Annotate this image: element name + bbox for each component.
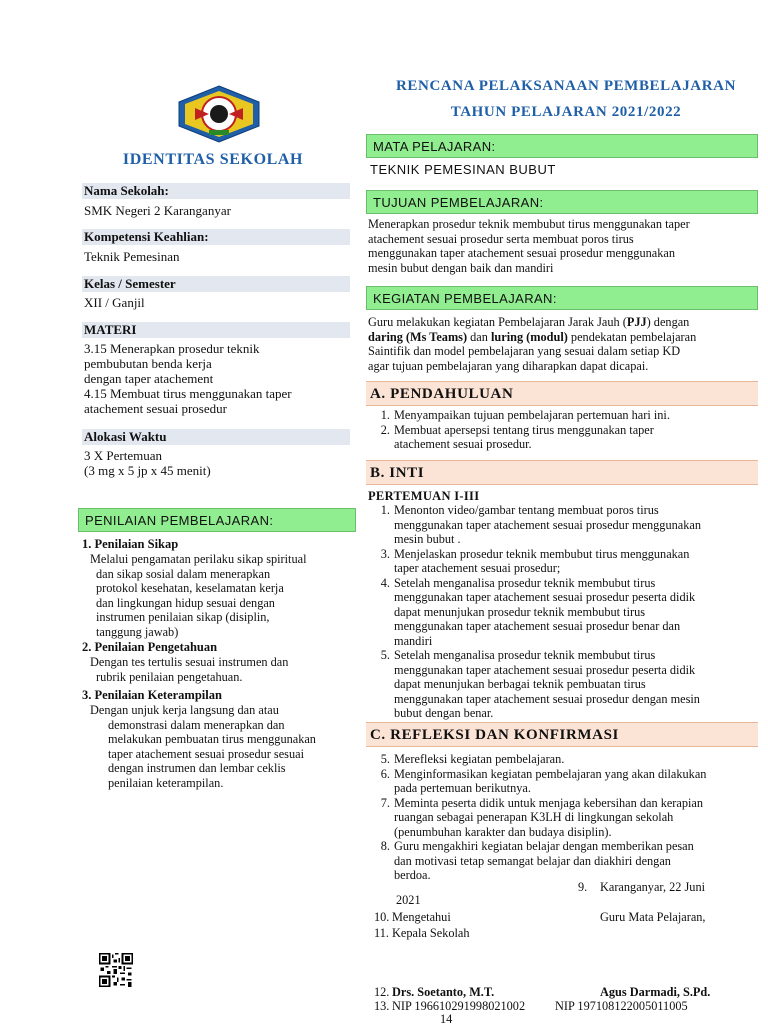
item-line: Setelah menganalisa prosedur teknik membubut tirus bbox=[394, 575, 656, 590]
item-number: 1. bbox=[380, 408, 390, 422]
item-number: 5. bbox=[380, 648, 390, 662]
item-line: menggunakan taper atachement sesuai prosedur benar dan bbox=[394, 619, 681, 633]
identity-title: IDENTITAS SEKOLAH bbox=[122, 151, 304, 168]
item-line: mesin bubut . bbox=[394, 532, 461, 546]
tujuan-header: TUJUAN PEMBELAJARAN: bbox=[366, 190, 758, 214]
mengetahui-number: 10. bbox=[374, 910, 390, 924]
competency-value: Teknik Pemesinan bbox=[84, 249, 180, 264]
penilaian-section bbox=[82, 640, 354, 684]
place-date: Karanganyar, 22 Juni bbox=[600, 880, 706, 894]
kegiatan-text-span: Guru melakukan kegiatan Pembelajaran Jarak Jauh ( bbox=[368, 315, 627, 329]
tujuan-line: atachement sesuai prosedur serta membuat poros tirus bbox=[368, 231, 634, 246]
pendahuluan-list bbox=[372, 408, 756, 452]
competency-label: Kompetensi Keahlian: bbox=[82, 229, 350, 245]
item-line: dan motivasi tetap semangat belajar dan diakhiri dengan bbox=[394, 853, 671, 868]
place-number: 9. bbox=[578, 880, 588, 894]
penilaian-line: demonstrasi dalam menerapkan dan bbox=[108, 717, 285, 732]
nip-number: 13. bbox=[374, 999, 390, 1013]
refleksi-header: C. REFLEKSI DAN KONFIRMASI bbox=[366, 722, 758, 747]
item-line: Meminta peserta didik untuk menjaga kebersihan dan kerapian bbox=[394, 795, 704, 810]
materi-value bbox=[84, 341, 354, 416]
qr-code-icon bbox=[99, 953, 133, 987]
kegiatan-line bbox=[368, 330, 756, 345]
kegiatan-line bbox=[368, 315, 756, 330]
tujuan-text bbox=[368, 217, 756, 275]
school-logo-icon bbox=[175, 84, 263, 144]
school-name-label: Nama Sekolah: bbox=[82, 183, 350, 199]
kegiatan-line: Saintifik dan model pembelajaran yang sesuai dalam setiap KD bbox=[368, 344, 681, 358]
item-line: dapat menunjukan prosedur teknik membubut tirus bbox=[394, 604, 646, 619]
alokasi-line: (3 mg x 5 jp x 45 menit) bbox=[84, 463, 211, 478]
item-number: 7. bbox=[380, 795, 390, 810]
alokasi-line: 3 X Pertemuan bbox=[84, 448, 162, 463]
item-line: menggunakan taper atachement sesuai prosedur menggunakan bbox=[394, 517, 701, 532]
item-line: pada pertemuan berikutnya. bbox=[394, 781, 531, 795]
pertemuan-subheader: PERTEMUAN I-III bbox=[368, 489, 480, 503]
item-number: 5. bbox=[380, 752, 390, 766]
penilaian-line: dengan instrumen dan lembar ceklis bbox=[108, 761, 286, 775]
kegiatan-text-span: ) dengan bbox=[646, 315, 690, 329]
list-item bbox=[372, 503, 758, 547]
item-line: mandiri bbox=[394, 633, 433, 648]
pendahuluan-header: A. PENDAHULUAN bbox=[366, 381, 758, 406]
penilaian-line: protokol kesehatan, keselamatan kerja bbox=[96, 581, 284, 595]
item-number: 8. bbox=[380, 839, 390, 853]
item-line: Menjelaskan prosedur teknik membubut tirus menggunakan bbox=[394, 546, 690, 561]
penilaian-line: instrumen penilaian sikap (disiplin, bbox=[96, 610, 270, 624]
penilaian-body bbox=[82, 655, 354, 684]
daring-bold: daring (Ms Teams) bbox=[368, 329, 468, 344]
alokasi-value bbox=[84, 448, 354, 478]
item-line: taper atachement sesuai prosedur; bbox=[394, 561, 561, 575]
item-line: Menonton video/gambar tentang membuat poros tirus bbox=[394, 503, 659, 517]
penilaian-section bbox=[82, 537, 354, 639]
penilaian-line: dan lingkungan hidup sesuai dengan bbox=[96, 595, 275, 610]
item-line: Menyampaikan tujuan pembelajaran pertemuan hari ini. bbox=[394, 408, 670, 422]
item-line: Menginformasikan kegiatan pembelajaran yang akan dilakukan bbox=[394, 766, 707, 781]
list-item bbox=[372, 752, 758, 767]
materi-label: MATERI bbox=[82, 322, 350, 338]
penilaian-body bbox=[82, 552, 354, 639]
item-line: menggunakan taper atachement sesuai prosedur dengan mesin bbox=[394, 691, 700, 706]
item-line: ruangan sebagai penerapan K3LH di lingkungan sekolah bbox=[394, 810, 674, 824]
penilaian-line: Melalui pengamatan perilaku sikap spiritual bbox=[90, 552, 307, 566]
list-item bbox=[372, 767, 758, 796]
kepala-label: Kepala Sekolah bbox=[392, 926, 470, 940]
last-number: 14 bbox=[440, 1012, 453, 1026]
guru-label: Guru Mata Pelajaran, bbox=[600, 910, 706, 924]
tujuan-line: mesin bubut dengan baik dan mandiri bbox=[368, 260, 554, 275]
inti-header: B. INTI bbox=[366, 460, 758, 485]
item-line: Guru mengakhiri kegiatan belajar dengan memberikan pesan bbox=[394, 839, 694, 853]
principal-name: Drs. Soetanto, M.T. bbox=[392, 985, 495, 999]
list-item bbox=[372, 796, 758, 840]
penilaian-body bbox=[82, 703, 354, 790]
penilaian-title: 3. Penilaian Keterampilan bbox=[82, 688, 222, 702]
penilaian-line: tanggung jawab) bbox=[96, 624, 179, 639]
pjj-bold: PJJ bbox=[626, 315, 647, 329]
penilaian-section bbox=[82, 688, 354, 790]
materi-line: 3.15 Menerapkan prosedur teknik bbox=[84, 341, 260, 356]
rpp-year: TAHUN PELAJARAN 2021/2022 bbox=[450, 104, 682, 120]
teacher-name: Agus Darmadi, S.Pd. bbox=[600, 985, 711, 999]
name-number: 12. bbox=[374, 985, 390, 999]
item-number: 2. bbox=[380, 422, 390, 437]
list-item bbox=[372, 547, 758, 576]
item-line: Setelah menganalisa prosedur teknik membubut tirus bbox=[394, 648, 656, 662]
mata-pelajaran-header: MATA PELAJARAN: bbox=[366, 134, 758, 158]
class-label: Kelas / Semester bbox=[82, 276, 350, 292]
penilaian-line: dan sikap sosial dalam menerapkan bbox=[96, 566, 271, 581]
item-line: bubut dengan benar. bbox=[394, 706, 494, 720]
list-item bbox=[372, 576, 758, 649]
kegiatan-text bbox=[368, 315, 756, 373]
alokasi-label: Alokasi Waktu bbox=[82, 429, 350, 445]
item-line: Merefleksi kegiatan pembelajaran. bbox=[394, 752, 565, 766]
materi-line: dengan taper atachement bbox=[84, 371, 214, 386]
item-line: Membuat apersepsi tentang tirus menggunakan taper bbox=[394, 422, 654, 437]
penilaian-title: 2. Penilaian Pengetahuan bbox=[82, 640, 218, 654]
penilaian-line: rubrik penilaian pengetahuan. bbox=[96, 669, 243, 684]
kegiatan-text-span: pendekatan pembelajaran bbox=[567, 329, 697, 344]
penilaian-line: melakukan pembuatan tirus menggunakan bbox=[108, 732, 316, 746]
item-line: menggunakan taper atachement sesuai prosedur peserta didik bbox=[394, 662, 696, 677]
materi-line: atachement sesuai prosedur bbox=[84, 401, 227, 416]
item-number: 4. bbox=[380, 575, 390, 590]
tujuan-line: Menerapkan prosedur teknik membubut tirus menggunakan taper bbox=[368, 217, 690, 231]
list-item bbox=[372, 423, 756, 452]
item-number: 6. bbox=[380, 766, 390, 781]
materi-line: 4.15 Membuat tirus menggunakan taper bbox=[84, 386, 292, 401]
mata-pelajaran-value: TEKNIK PEMESINAN BUBUT bbox=[370, 162, 556, 177]
penilaian-line: penilaian keterampilan. bbox=[108, 775, 224, 790]
refleksi-list bbox=[372, 752, 758, 883]
list-item bbox=[372, 408, 756, 423]
class-value: XII / Ganjil bbox=[84, 295, 145, 310]
kegiatan-line: agar tujuan pembelajaran yang diharapkan dapat dicapai. bbox=[368, 358, 649, 373]
item-line: atachement sesuai prosedur. bbox=[394, 437, 532, 451]
item-number: 3. bbox=[380, 546, 390, 561]
school-name-value: SMK Negeri 2 Karanganyar bbox=[84, 203, 231, 218]
penilaian-line: Dengan unjuk kerja langsung dan atau bbox=[90, 703, 279, 717]
rpp-title: RENCANA PELAKSANAAN PEMBELAJARAN bbox=[395, 78, 737, 94]
luring-bold: luring (modul) bbox=[490, 329, 568, 344]
penilaian-title: 1. Penilaian Sikap bbox=[82, 537, 179, 551]
kepala-number: 11. bbox=[374, 926, 389, 940]
tujuan-line: menggunakan taper atachement sesuai prosedur menggunakan bbox=[368, 246, 675, 260]
teacher-nip: NIP 197108122005011005 bbox=[555, 999, 688, 1013]
signature-year: 2021 bbox=[396, 893, 421, 907]
list-item bbox=[372, 648, 758, 721]
item-line: menggunakan taper atachement sesuai prosedur peserta didik bbox=[394, 590, 696, 604]
principal-nip: NIP 196610291998021002 bbox=[392, 999, 526, 1013]
list-item bbox=[372, 839, 758, 883]
kegiatan-text-span: dan bbox=[467, 329, 491, 344]
kegiatan-header: KEGIATAN PEMBELAJARAN: bbox=[366, 286, 758, 310]
penilaian-line: Dengan tes tertulis sesuai instrumen dan bbox=[90, 655, 289, 669]
item-line: dapat menunjukan berbagai teknik pembuatan tirus bbox=[394, 677, 646, 691]
mengetahui-label: Mengetahui bbox=[392, 910, 451, 924]
item-number: 1. bbox=[380, 503, 390, 517]
materi-line: pembubutan benda kerja bbox=[84, 356, 212, 371]
penilaian-header: PENILAIAN PEMBELAJARAN: bbox=[78, 508, 356, 532]
inti-list bbox=[372, 503, 758, 721]
penilaian-line: taper atachement sesuai prosedur sesuai bbox=[108, 746, 304, 761]
item-line: (penumbuhan karakter dan budaya disiplin). bbox=[394, 824, 612, 839]
item-line: berdoa. bbox=[394, 868, 431, 882]
